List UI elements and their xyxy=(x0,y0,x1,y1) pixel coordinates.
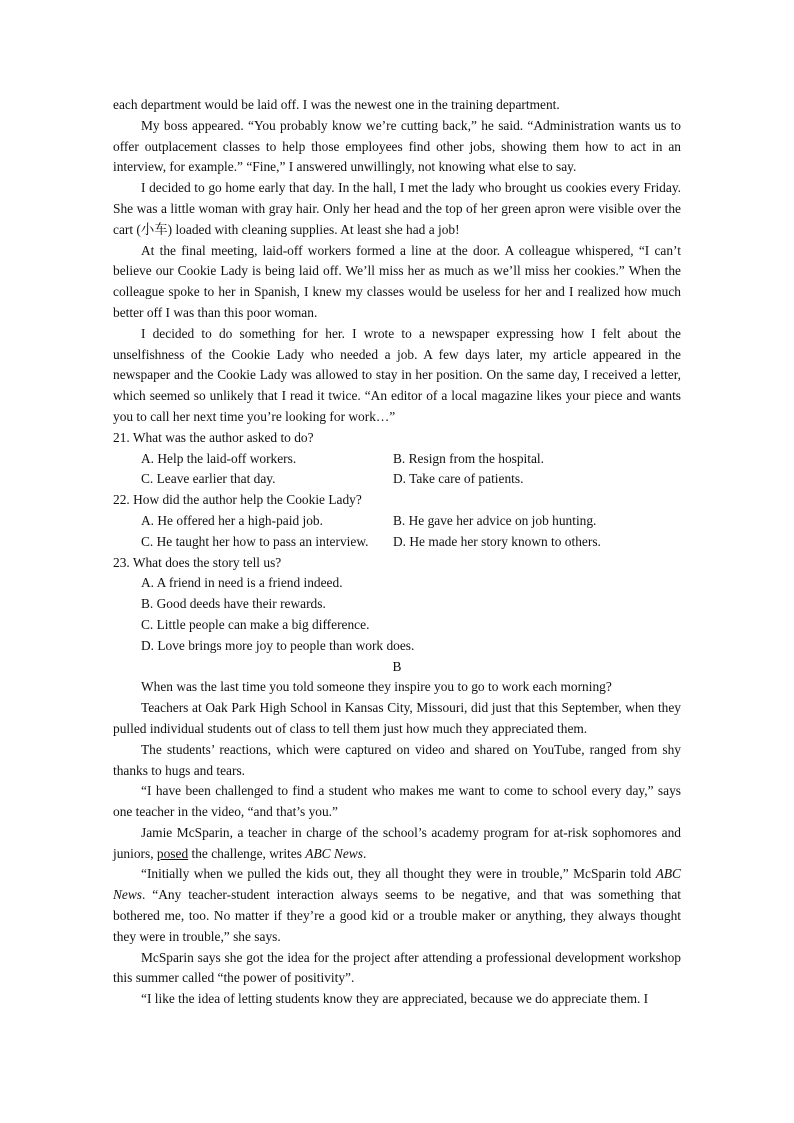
question-21-option-b: B. Resign from the hospital. xyxy=(393,450,545,466)
question-21-options xyxy=(113,449,681,491)
passage-b-p5-text-3: . xyxy=(362,845,367,861)
question-23-option-d: D. Love brings more joy to people than work does. xyxy=(141,637,415,653)
passage-b-paragraph-4: “I have been challenged to find a student who makes me want to come to school every day,” says one teacher in the video, “and that’s you.” xyxy=(113,783,681,820)
passage-b-paragraph-3: The students’ reactions, which were captured on video and shared on YouTube, ranged from shy thanks to hugs and tears. xyxy=(113,741,681,778)
question-23-option-c: C. Little people can make a big difference. xyxy=(141,616,370,632)
question-22-stem: 22. How did the author help the Cookie Lady? xyxy=(113,492,362,508)
question-21-option-c: C. Leave earlier that day. xyxy=(141,471,276,487)
passage-b-p5-text-2: the challenge, writes xyxy=(188,845,306,861)
passage-b-paragraph-8: “I like the idea of letting students know they are appreciated, because we do appreciate them. I xyxy=(141,991,649,1007)
question-22-options xyxy=(113,511,681,553)
passage-b-p5-text-1: Jamie McSparin, a teacher in charge of the school’s academy program for at-risk sophomores and juniors, xyxy=(113,824,681,861)
question-22-option-c: C. He taught her how to pass an interview. xyxy=(141,533,369,549)
passage-b-p6-text-1: “Initially when we pulled the kids out, they all thought they were in trouble,” McSparin told xyxy=(141,866,656,882)
question-21-stem: 21. What was the author asked to do? xyxy=(113,429,314,445)
question-23-stem: 23. What does the story tell us? xyxy=(113,554,282,570)
passage-a-paragraph-2: My boss appeared. “You probably know we’re cutting back,” he said. “Administration wants us to offer outplacement classes to help those employees find other jobs, showing them how to act in an interview, for example.” “Fine,” I answered unwillingly, not knowing what else to say. xyxy=(113,117,681,175)
question-21-option-d: D. Take care of patients. xyxy=(393,471,524,487)
passage-b-p6-text-2: . “Any teacher-student interaction always seems to be negative, and that was something that bothered me, too. No matter if they’re a good kid or a trouble maker or anything, they always thought they were in trouble,” she says. xyxy=(113,887,681,944)
passage-a-paragraph-3: I decided to go home early that day. In the hall, I met the lady who brought us cookies every Friday. She was a little woman with gray hair. Only her head and the top of her green apron were visible over the cart (小车) loaded with cleaning supplies. At least she had a job! xyxy=(113,180,681,237)
abc-news-italic: ABC News xyxy=(305,845,363,861)
passage-a-paragraph-5: I decided to do something for her. I wrote to a newspaper expressing how I felt about the unselfishness of the Cookie Lady who needed a job. A few days later, my article appeared in the newspaper and the Cookie Lady was allowed to stay in her position. On the same day, I received a letter, which seemed so unlikely that I read it twice. “An editor of a local magazine likes your piece and wants you to call her next time you’re looking for work…” xyxy=(113,325,681,424)
passage-b-paragraph-2: Teachers at Oak Park High School in Kansas City, Missouri, did just that this September, when they pulled individual students out of class to tell them just how much they appreciated them. xyxy=(113,700,681,736)
passage-b-paragraph-7: McSparin says she got the idea for the project after attending a professional development workshop this summer called “the power of positivity”. xyxy=(113,949,681,986)
passage-b-paragraph-5 xyxy=(113,823,681,865)
passage-b-paragraph-6 xyxy=(113,864,681,947)
abc-news-italic-2: ABC News xyxy=(113,866,681,903)
text-block xyxy=(113,95,681,1010)
question-22-option-d: D. He made her story known to others. xyxy=(393,533,601,549)
passage-a-paragraph-1: each department would be laid off. I was the newest one in the training department. xyxy=(113,97,560,112)
question-22-option-b: B. He gave her advice on job hunting. xyxy=(393,512,597,528)
question-21-option-a: A. Help the laid-off workers. xyxy=(141,450,297,466)
question-22-option-a: A. He offered her a high-paid job. xyxy=(141,512,323,528)
passage-a-paragraph-4: At the final meeting, laid-off workers formed a line at the door. A colleague whispered, “I can’t believe our Cookie Lady is being laid off. We’ll miss her as much as we’ll miss her cookies.” When the colleague spoke to her in Spanish, I knew my classes would be useless for her and I realized how much better off I was than this poor woman. xyxy=(113,242,681,320)
question-23-option-a: A. A friend in need is a friend indeed. xyxy=(141,575,343,591)
question-23-options xyxy=(113,573,681,656)
question-23-option-b: B. Good deeds have their rewards. xyxy=(141,596,326,612)
section-b-heading: B xyxy=(392,658,402,674)
underlined-word-posed: posed xyxy=(156,845,189,861)
passage-b-paragraph-1: When was the last time you told someone they inspire you to go to work each morning? xyxy=(141,679,612,695)
